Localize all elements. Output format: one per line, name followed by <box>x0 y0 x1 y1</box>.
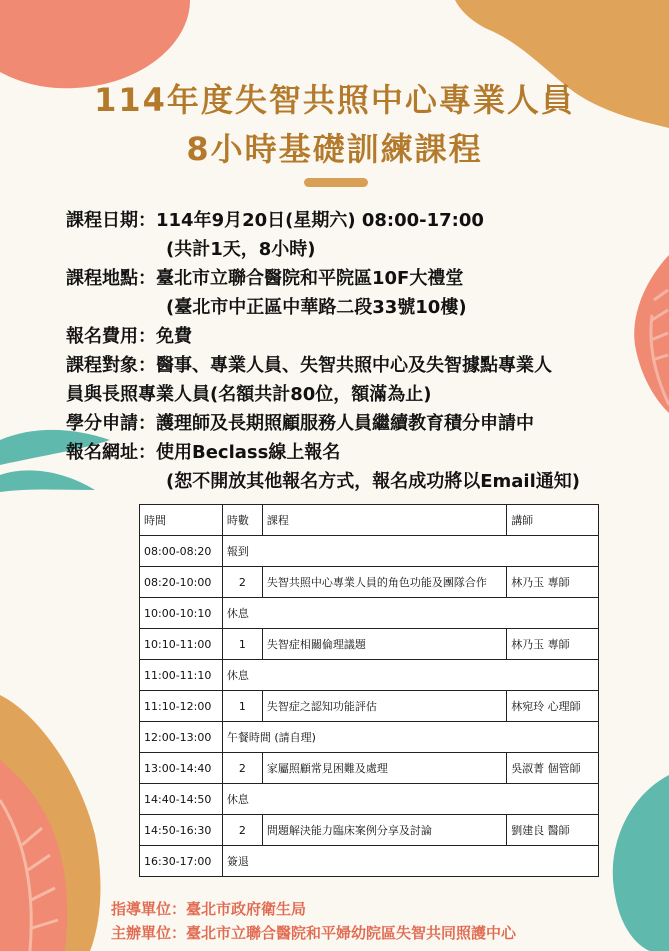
cell-activity: 休息 <box>222 598 598 629</box>
table-row <box>140 846 599 877</box>
info-audience-continued: 員與長照專業人員(名額共計80位，額滿為止) <box>66 384 432 405</box>
info-audience: 課程對象：醫事、專業人員、失智共照中心及失智據點專業人 <box>66 355 552 376</box>
info-fee: 報名費用：免費 <box>66 326 192 347</box>
table-row <box>140 691 599 722</box>
cell-time: 14:40-14:50 <box>140 784 223 815</box>
header-hours: 時數 <box>222 505 262 536</box>
info-credits: 學分申請：護理師及長期照顧服務人員繼續教育積分申請中 <box>66 413 534 434</box>
cell-lecturer: 林宛玲 心理師 <box>507 691 599 722</box>
cell-time: 12:00-13:00 <box>140 722 223 753</box>
cell-hours: 2 <box>222 753 262 784</box>
page-title-line2: 8小時基礎訓練課程 <box>186 130 483 168</box>
cell-course: 家屬照顧常見困難及處理 <box>262 753 506 784</box>
cell-lecturer: 林乃玉 專師 <box>507 629 599 660</box>
header-time: 時間 <box>140 505 223 536</box>
header-lecturer: 講師 <box>507 505 599 536</box>
footer-organizer: 主辦單位：臺北市立聯合醫院和平婦幼院區失智共同照護中心 <box>111 924 517 942</box>
bottom-right-teal-blob <box>590 775 669 951</box>
cell-time: 11:10-12:00 <box>140 691 223 722</box>
table-row <box>140 784 599 815</box>
cell-lecturer: 吳淑菁 個管師 <box>507 753 599 784</box>
table-row <box>140 753 599 784</box>
cell-time: 08:00-08:20 <box>140 536 223 567</box>
table-row <box>140 567 599 598</box>
cell-time: 16:30-17:00 <box>140 846 223 877</box>
bottom-left-leaf-decoration <box>0 760 110 951</box>
cell-hours: 1 <box>222 629 262 660</box>
cell-time: 08:20-10:00 <box>140 567 223 598</box>
table-row <box>140 598 599 629</box>
table-row <box>140 815 599 846</box>
cell-activity: 簽退 <box>222 846 598 877</box>
table-row <box>140 660 599 691</box>
cell-hours: 2 <box>222 567 262 598</box>
cell-course: 失智共照中心專業人員的角色功能及團隊合作 <box>262 567 506 598</box>
footer-supervisor: 指導單位：臺北市政府衛生局 <box>111 900 307 918</box>
cell-time: 10:10-11:00 <box>140 629 223 660</box>
cell-hours: 1 <box>222 691 262 722</box>
page-title-line1: 114年度失智共照中心專業人員 <box>94 81 575 119</box>
cell-activity: 休息 <box>222 660 598 691</box>
table-row <box>140 722 599 753</box>
cell-course: 失智症相關倫理議題 <box>262 629 506 660</box>
info-location-address: (臺北市中正區中華路二段33號10樓) <box>166 297 467 318</box>
cell-activity: 休息 <box>222 784 598 815</box>
table-header-row <box>140 505 599 536</box>
cell-time: 10:00-10:10 <box>140 598 223 629</box>
cell-course: 失智症之認知功能評估 <box>262 691 506 722</box>
cell-activity: 午餐時間 (請自理) <box>222 722 598 753</box>
info-course-location: 課程地點：臺北市立聯合醫院和平院區10F大禮堂 <box>66 268 464 289</box>
schedule-table <box>139 504 599 877</box>
cell-course: 問題解決能力臨床案例分享及討論 <box>262 815 506 846</box>
cell-lecturer: 劉建良 醫師 <box>507 815 599 846</box>
info-course-duration: (共計1天，8小時) <box>166 239 316 260</box>
cell-time: 13:00-14:40 <box>140 753 223 784</box>
table-row <box>140 629 599 660</box>
title-underline <box>304 178 368 187</box>
cell-hours: 2 <box>222 815 262 846</box>
cell-time: 11:00-11:10 <box>140 660 223 691</box>
info-course-date: 課程日期：114年9月20日(星期六) 08:00-17:00 <box>66 210 484 231</box>
info-registration: 報名網址：使用Beclass線上報名 <box>66 442 341 463</box>
table-row <box>140 536 599 567</box>
cell-lecturer: 林乃玉 專師 <box>507 567 599 598</box>
cell-activity: 報到 <box>222 536 598 567</box>
course-info <box>66 206 626 496</box>
header-course: 課程 <box>262 505 506 536</box>
cell-time: 14:50-16:30 <box>140 815 223 846</box>
info-registration-note: (恕不開放其他報名方式，報名成功將以Email通知) <box>166 471 580 492</box>
